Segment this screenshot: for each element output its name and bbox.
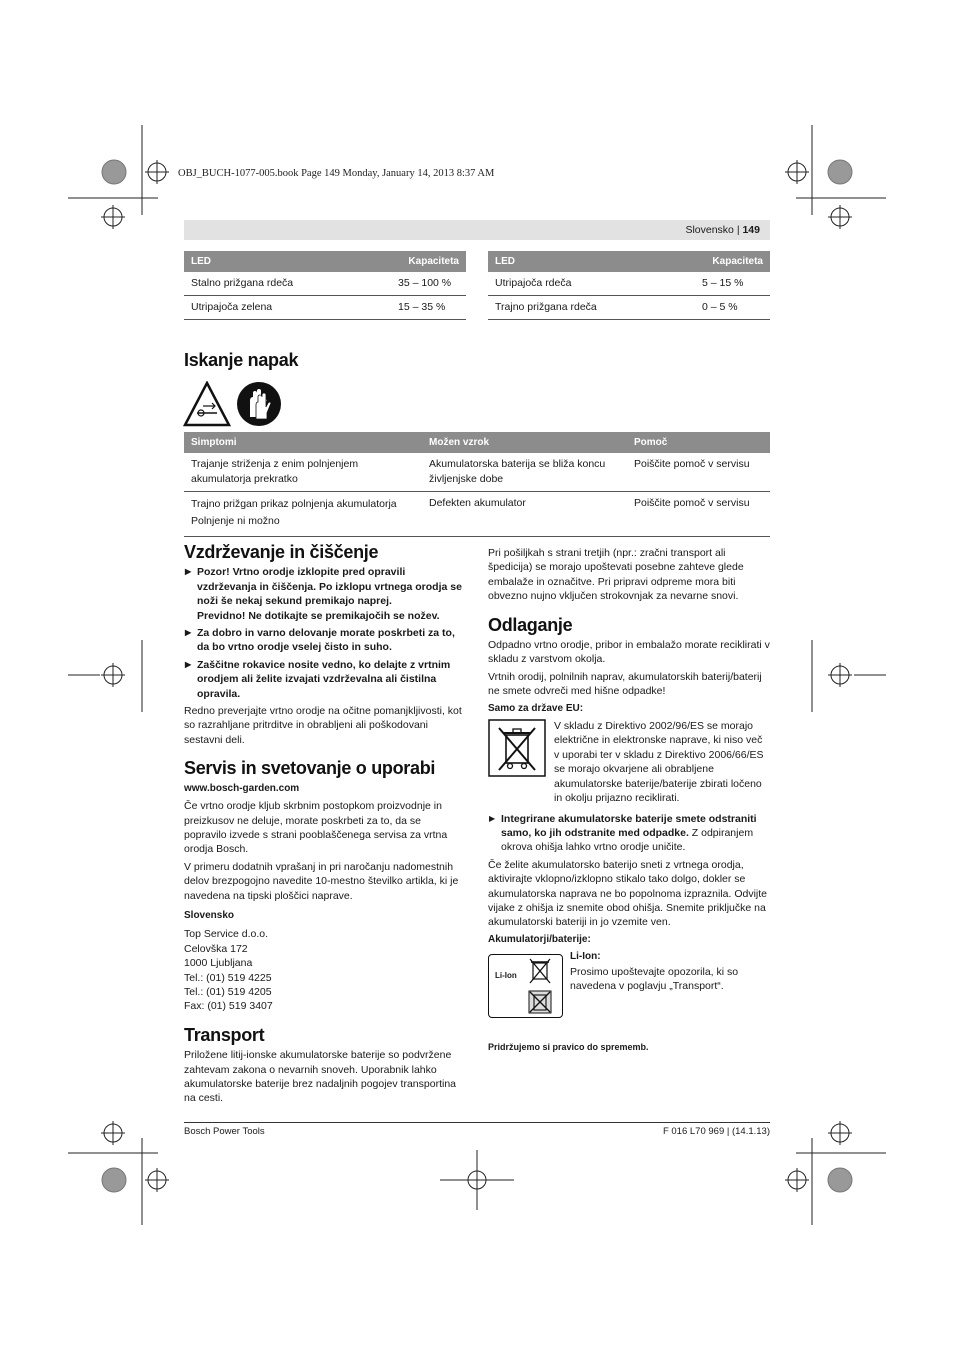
liion-symbol-label: Li-Ion	[495, 971, 517, 981]
table-row: Stalno prižgana rdeča 35 – 100 %	[184, 272, 466, 296]
troubleshooting-table	[184, 432, 770, 537]
left-column	[184, 542, 466, 1109]
service-paragraph-2: V primeru dodatnih vprašanj in pri naročanju nadomestnih delov brezpogojno navedite 10-mestno številko artikla, ki je navedena na tipski ploščici naprave.	[184, 860, 459, 902]
crossed-bin-small-icon	[527, 957, 553, 985]
header-language: Slovensko	[685, 224, 734, 236]
reserve-notice: Pridržujemo si pravico do sprememb.	[488, 1042, 649, 1053]
disposal-paragraph-1: Odpadno vrtno orodje, pribor in embalažo morate reciklirati v skladu z varstvom okolja.	[488, 639, 770, 666]
page-number: 149	[742, 224, 760, 236]
led-table-right	[488, 251, 770, 320]
table-row: Utripajoča rdeča 5 – 15 %	[488, 272, 770, 296]
gloves-icon	[236, 381, 282, 427]
table-row: Trajno prižgana rdeča 0 – 5 %	[488, 296, 770, 320]
disposal-paragraph-3: Če želite akumulatorsko baterijo sneti z vrtnega orodja, aktivirajte vklopno/izklopno stikalo tako dolgo, dokler se akumulatorska naprava ne bo popolnoma izpraznila. Odvijte vijake z ohišja iz snemite obod ohišja. Snemite priključke na akumulatorski bateriji in jo vzemite ven.	[488, 858, 767, 929]
section-title-troubleshooting: Iskanje napak	[184, 350, 299, 370]
right-column	[488, 546, 770, 1058]
footer-divider	[184, 1122, 770, 1123]
disposal-bullet: ▶ Integrirane akumulatorske baterije smete odstraniti samo, ko jih odstranite med odpadke. Z odpiranjem okrova ohišja lahko vrtno orodje uničite.	[488, 812, 770, 855]
transport-paragraph-2: Pri pošiljkah s strani tretjih (npr.: zračni transport ali špedicija) se morajo upoštevati posebne zahteve glede embalaže in označitve. Pri pripravi odpreme mora biti obvezno nujno vključen strokovnjak za nevarne snovi.	[488, 547, 744, 603]
section-title-maintenance: Vzdrževanje in čiščenje	[184, 542, 379, 562]
footer-right: F 016 L70 969 | (14.1.13)	[662, 1126, 770, 1137]
maintenance-paragraph: Redno preverjajte vrtno orodje na očitne pomanjkljivosti, kot so razrahljane pritrditve in obrabljeni ali poškodovani sestavni deli.	[184, 705, 462, 746]
table-row: Trajanje striženja z enim polnjenjem akumulatorja prekratko Akumulatorska baterija se bliža koncu življenjske dobe Poiščite pomoč v servisu	[184, 453, 770, 492]
section-title-transport: Transport	[184, 1024, 265, 1045]
batteries-label: Akumulatorji/baterije:	[488, 933, 591, 945]
eu-block	[488, 719, 770, 805]
liion-block	[488, 950, 770, 1018]
led-header: LED	[488, 251, 695, 272]
crossed-bin-icon	[488, 719, 546, 777]
page-header: Slovensko | 149	[184, 220, 770, 240]
eu-directive-text: V skladu z Direktivo 2002/96/ES se morajo električne in elektronske naprave, ki niso več v uporabi ter v skladu z Direktivo 2006/66/ES se morajo okvarjene ali obrabljene akumulatorske baterije/baterije zbirati ločeno in okolju prijazno reciklirati.	[554, 720, 764, 805]
led-table-left	[184, 251, 466, 320]
liion-text: Prosimo upoštevajte opozorila, ki so navedena v poglavju „Transport“.	[570, 965, 739, 992]
maintenance-bullet-1: ▶ Pozor! Vrtno orodje izklopite pred opravili vzdrževanja in čiščenja. Po izklopu vrtnega orodja se noži še nekaj sekund premikajo naprej. Previdno! Ne dotikajte se premikajočih se nožev.	[184, 565, 466, 623]
remedy-header: Pomoč	[627, 432, 770, 453]
maintenance-bullet-3: ▶ Zaščitne rokavice nosite vedno, ko delajte z vrtnim orodjem ali želite izvajati vzdrževalna ali čistilna opravila.	[184, 658, 466, 701]
service-address: Top Service d.o.o. Celovška 172 1000 Ljubljana Tel.: (01) 519 4225 Tel.: (01) 519 4205 Fax: (01) 519 3407	[184, 928, 273, 1013]
table-row: Trajno prižgan prikaz polnjenja akumulatorja Polnjenje ni možno Defekten akumulator Poiščite pomoč v servisu	[184, 492, 770, 537]
section-title-disposal: Odlaganje	[488, 614, 573, 635]
liion-symbol	[488, 954, 563, 1018]
transport-paragraph-1: Priložene litij-ionske akumulatorske baterije so podvržene zahtevam zakona o nevarnih snoveh. Uporabnik lahko akumulatorske baterije brez nadaljnih pogojev transportina na cesti.	[184, 1049, 456, 1105]
warning-blade-icon	[183, 381, 231, 427]
footer-left: Bosch Power Tools	[184, 1126, 265, 1137]
capacity-header: Kapaciteta	[391, 251, 466, 272]
led-header: LED	[184, 251, 391, 272]
maintenance-bullet-2: ▶ Za dobro in varno delovanje morate poskrbeti za to, da bo vrtno orodje vselej čisto in suho.	[184, 626, 466, 655]
service-country: Slovensko	[184, 909, 235, 921]
crossed-bin-battery-icon	[527, 989, 553, 1015]
eu-label: Samo za države EU:	[488, 702, 584, 714]
section-title-service: Servis in svetovanje o uporabi	[184, 758, 436, 779]
service-paragraph-1: Če vrtno orodje kljub skrbnim postopkom proizvodnje in preizkusov ne deluje, morate poskrbeti za to, da se popravilo izvede s strani pooblaščenega servisa za vrtna orodja Bosch.	[184, 800, 448, 856]
book-slug: OBJ_BUCH-1077-005.book Page 149 Monday, January 14, 2013 8:37 AM	[178, 168, 495, 179]
liion-label: Li-Ion:	[570, 951, 601, 963]
cause-header: Možen vzrok	[422, 432, 627, 453]
symptoms-header: Simptomi	[184, 432, 422, 453]
capacity-header: Kapaciteta	[695, 251, 770, 272]
disposal-paragraph-2: Vrtnih orodij, polnilnih naprav, akumulatorskih baterij/baterij ne smete odvreči med hišne odpadke!	[488, 670, 762, 698]
table-row: Utripajoča zelena 15 – 35 %	[184, 296, 466, 320]
service-url: www.bosch-garden.com	[184, 782, 300, 794]
